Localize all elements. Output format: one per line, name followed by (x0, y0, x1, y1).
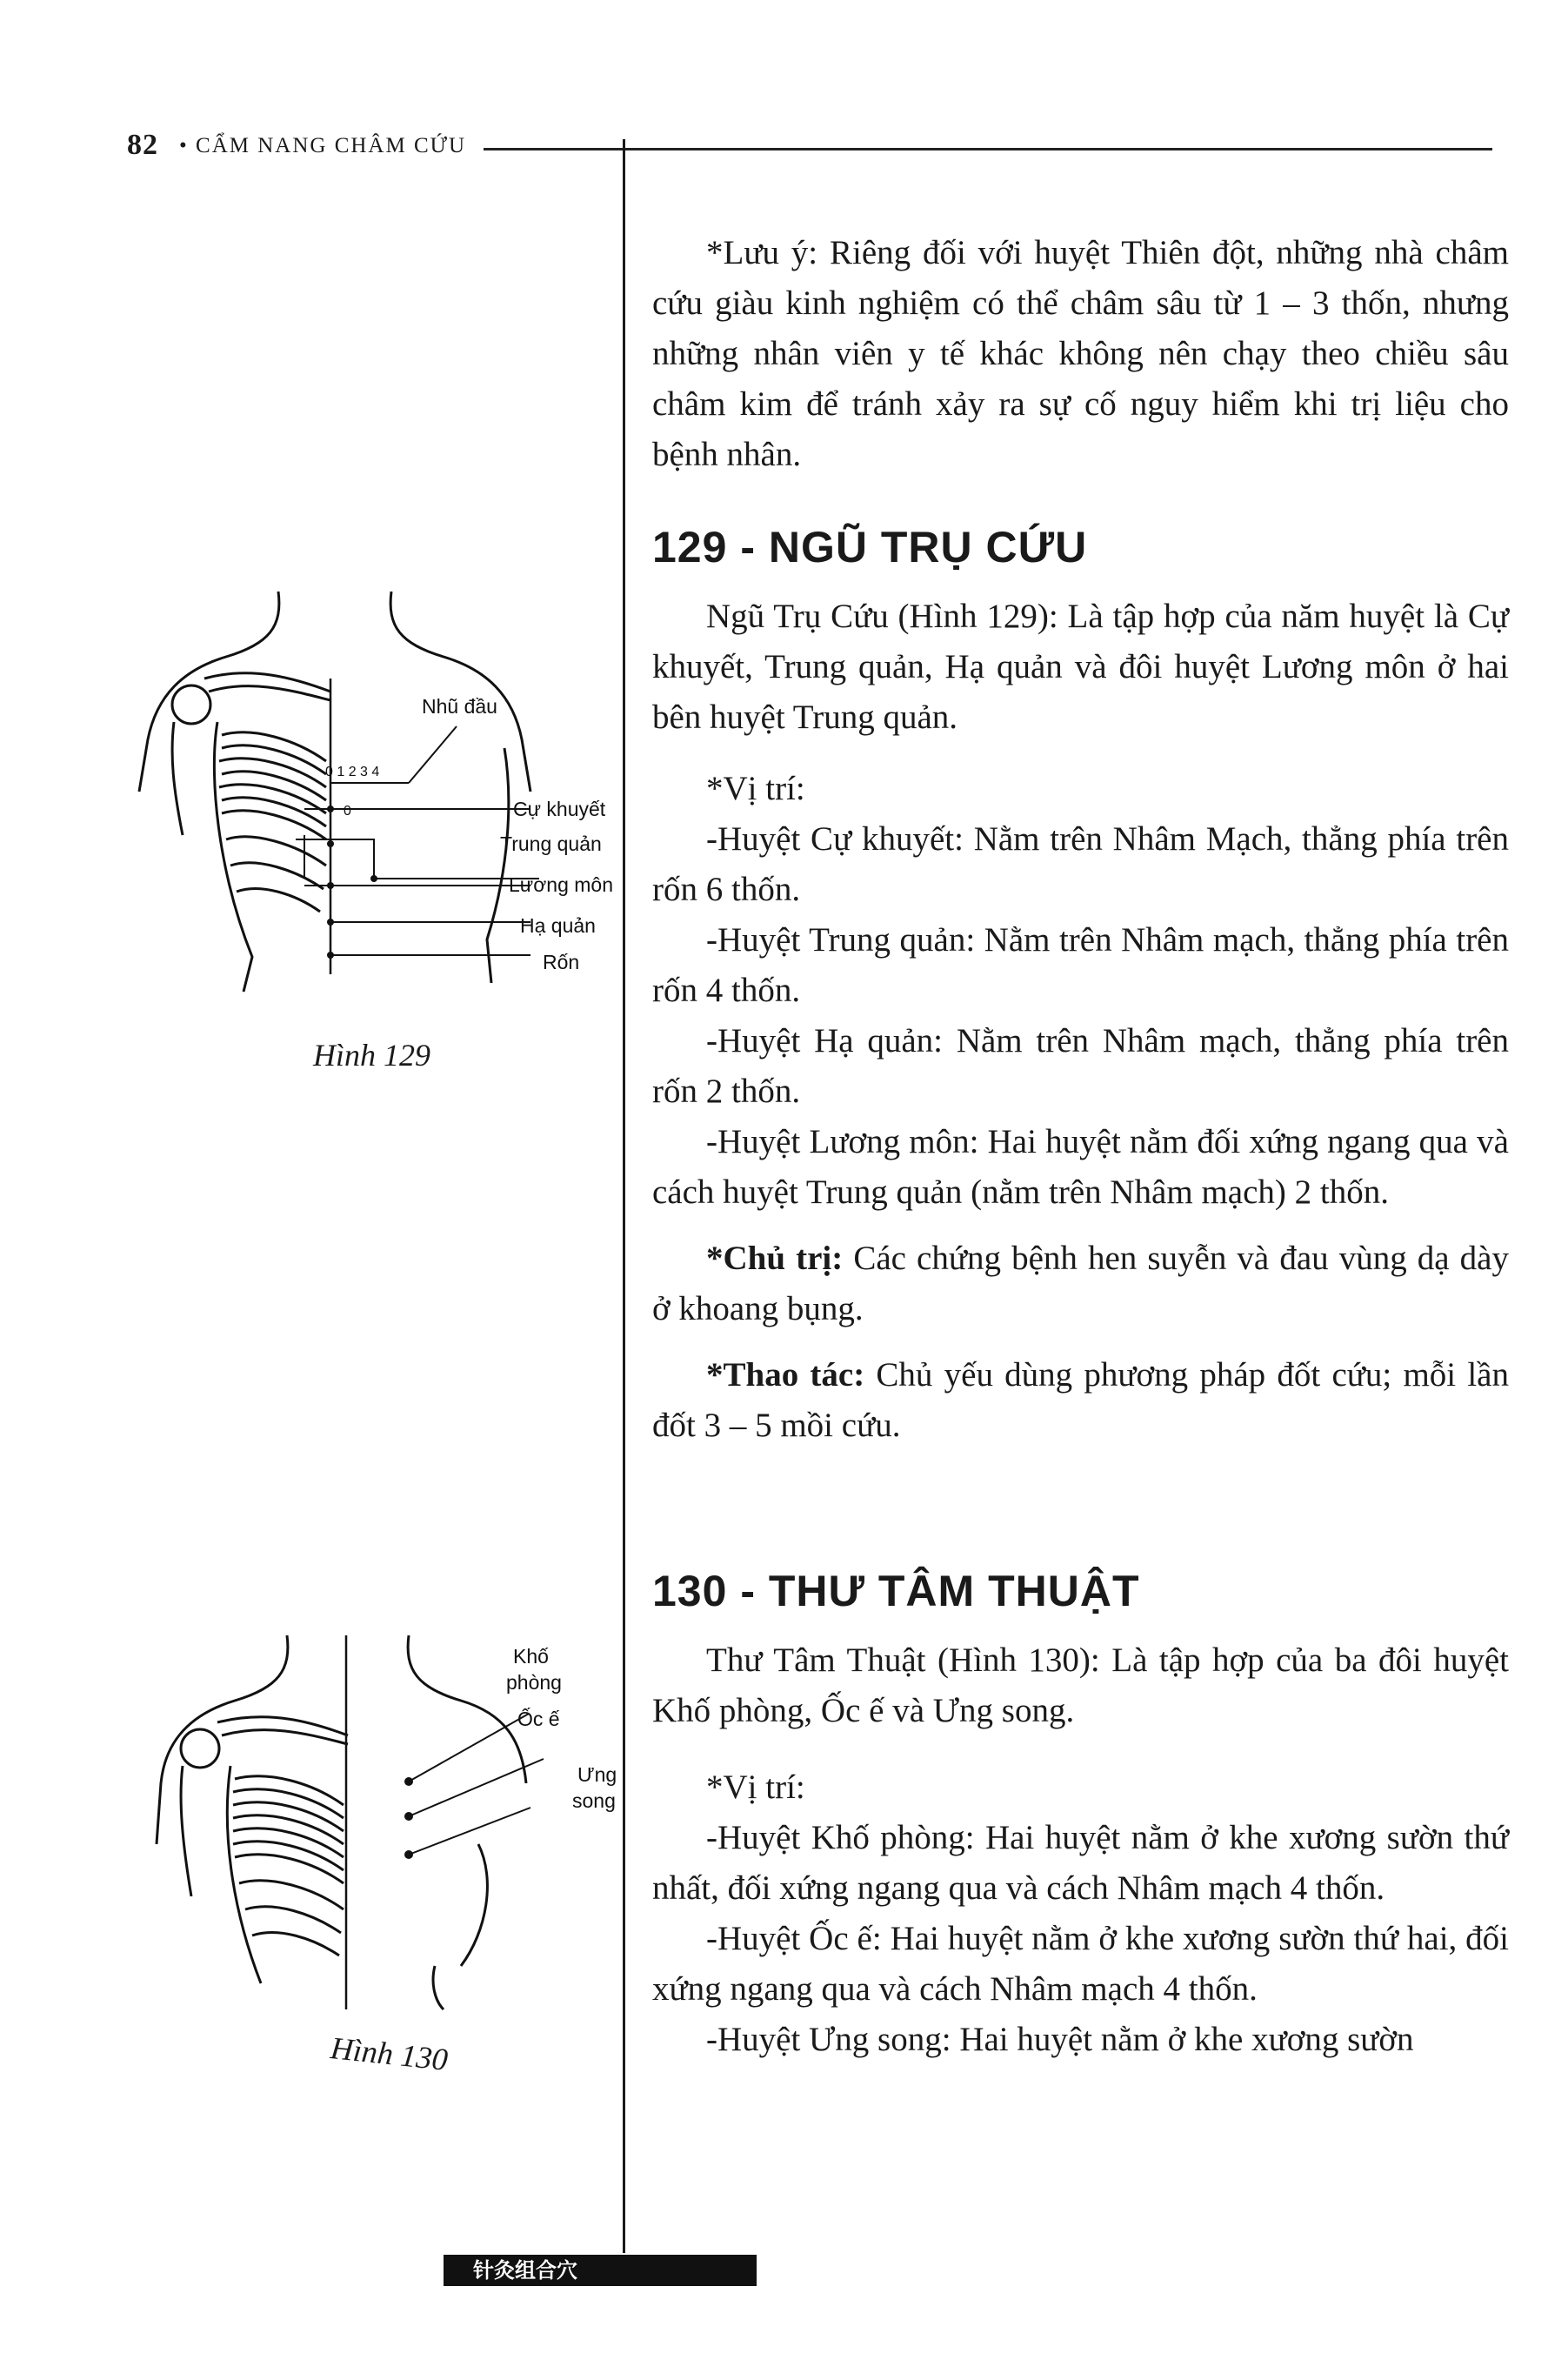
section-130-intro: Thư Tâm Thuật (Hình 130): Là tập hợp của ba đôi huyệt Khố phòng, Ốc ế và Ưng song. (652, 1641, 1509, 1729)
method-text: Chủ yếu dùng phương pháp đốt cứu; mỗi lần đốt 3 – 5 mồi cứu. (652, 1356, 1509, 1444)
section-129-intro: Ngũ Trụ Cứu (Hình 129): Là tập hợp của năm huyệt là Cự khuyết, Trung quản, Hạ quản và đôi huyệt Lương môn ở hai bên huyệt Trung quản. (652, 598, 1509, 736)
intro-note (652, 228, 1509, 480)
figure-130-caption: Hình 130 (329, 2030, 450, 2077)
section-130-location-heading: *Vị trí: (706, 1768, 805, 1806)
section-129-location-4: -Huyệt Lương môn: Hai huyệt nằm đối xứng ngang qua và cách huyệt Trung quản (nằm trên Nhâm mạch) 2 thốn. (652, 1123, 1509, 1211)
section-129-method (652, 1350, 1509, 1451)
method-label: *Thao tác: (706, 1356, 865, 1394)
section-129-indication (652, 1233, 1509, 1334)
figure-129 (122, 574, 626, 1031)
book-title: CẨM NANG CHÂM CỨU (196, 134, 467, 157)
label-zero: 0 (344, 804, 351, 819)
label-trung-quan: Trung quản (500, 832, 602, 855)
section-129-location-heading: *Vị trí: (706, 770, 805, 807)
label-phong: phòng (506, 1671, 562, 1694)
section-130-location-2: -Huyệt Ốc ế: Hai huyệt nằm ở khe xương sườn thứ hai, đối xứng ngang qua và cách Nhâm mạch 4 thốn. (652, 1920, 1509, 2008)
label-cu-khuyet: Cự khuyết (513, 798, 606, 820)
label-scale: 0 1 2 3 4 (325, 765, 380, 779)
indication-text: Các chứng bệnh hen suyễn và đau vùng dạ dày ở khoang bụng. (652, 1240, 1509, 1327)
indication-label: *Chủ trị: (706, 1240, 844, 1277)
section-129-title: 129 - NGŨ TRỤ CỨU (652, 523, 1088, 572)
section-130-location-3: -Huyệt Ưng song: Hai huyệt nằm ở khe xương sườn (706, 2021, 1414, 2058)
column-divider (623, 139, 625, 2253)
running-title (179, 134, 466, 158)
label-nhu-dau: Nhũ đầu (422, 695, 497, 718)
section-130-title: 130 - THƯ TÂM THUẬT (652, 1567, 1140, 1615)
page-header (127, 129, 1492, 164)
label-ron: Rốn (543, 951, 580, 973)
label-ung: Ưng (577, 1763, 617, 1786)
intro-note-text: *Lưu ý: Riêng đối với huyệt Thiên đột, những nhà châm cứu giàu kinh nghiệm có thể châm sâu từ 1 – 3 thốn, nhưng những nhân viên y tế khác không nên chạy theo chiều sâu châm kim để tránh xảy ra sự cố nguy hiểm khi trị liệu cho bệnh nhân. (652, 234, 1509, 473)
label-ha-quan: Hạ quản (520, 914, 596, 937)
label-kho: Khố (513, 1645, 549, 1668)
figure-130 (148, 1618, 617, 2022)
section-129-location-1: -Huyệt Cự khuyết: Nằm trên Nhâm Mạch, thẳng phía trên rốn 6 thốn. (652, 820, 1509, 908)
label-oc-e: Ốc ế (517, 1708, 560, 1730)
page-number: 82 (127, 129, 158, 161)
figure-129-caption: Hình 129 (313, 1038, 430, 1073)
section-130-location-1: -Huyệt Khố phòng: Hai huyệt nằm ở khe xương sườn thứ nhất, đối xứng ngang qua và cách Nhâm mạch 4 thốn. (652, 1819, 1509, 1907)
header-separator: • (179, 134, 189, 157)
label-song: song (572, 1789, 616, 1812)
footer-bar: 针灸组合穴 (444, 2255, 757, 2286)
label-luong-mon: Lương môn (509, 873, 613, 896)
header-rule (484, 148, 1492, 150)
section-129-location-3: -Huyệt Hạ quản: Nằm trên Nhâm mạch, thẳng phía trên rốn 2 thốn. (652, 1022, 1509, 1110)
section-129-body (652, 592, 1509, 1451)
figure-130-illustration (148, 1618, 617, 2018)
section-129-location-2: -Huyệt Trung quản: Nằm trên Nhâm mạch, thẳng phía trên rốn 4 thốn. (652, 921, 1509, 1009)
section-130-body (652, 1635, 1509, 2065)
figure-129-illustration (122, 574, 626, 1026)
